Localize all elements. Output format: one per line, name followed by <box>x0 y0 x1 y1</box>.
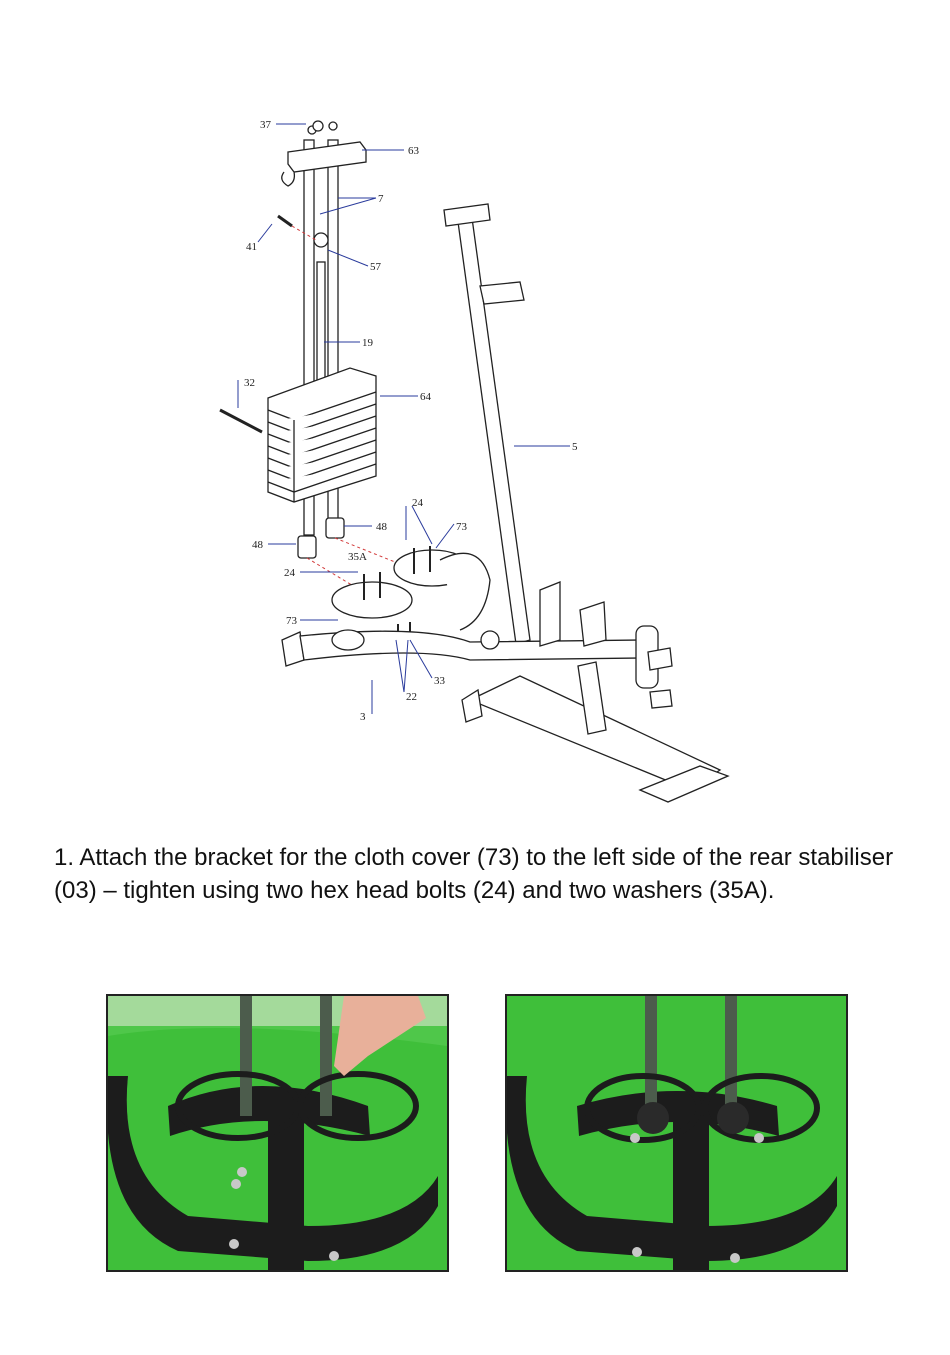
selector-rod <box>317 262 325 382</box>
label-48-left: 48 <box>252 539 263 551</box>
label-41: 41 <box>246 241 257 253</box>
label-7: 7 <box>378 193 384 205</box>
assembly-photo-before <box>106 994 449 1272</box>
front-base <box>462 582 728 802</box>
selector-pin <box>220 410 262 432</box>
label-37: 37 <box>260 119 271 131</box>
label-35A: 35A <box>348 551 367 563</box>
label-48-right: 48 <box>376 521 387 533</box>
label-19: 19 <box>362 337 373 349</box>
label-24-top: 24 <box>412 497 423 509</box>
top-plate <box>282 121 366 186</box>
bumper-left <box>298 536 316 558</box>
weight-stack <box>268 368 376 502</box>
label-24-left: 24 <box>284 567 295 579</box>
label-63: 63 <box>408 145 419 157</box>
label-5: 5 <box>572 441 578 453</box>
assembly-photo-after <box>505 994 848 1272</box>
label-64: 64 <box>420 391 431 403</box>
label-33: 33 <box>434 675 445 687</box>
label-73-top: 73 <box>456 521 467 533</box>
bolt-41 <box>278 216 292 226</box>
label-32: 32 <box>244 377 255 389</box>
label-57: 57 <box>370 261 381 273</box>
label-22: 22 <box>406 691 417 703</box>
label-73-left: 73 <box>286 615 297 627</box>
label-3: 3 <box>360 711 366 723</box>
top-weight <box>314 233 328 247</box>
bumper-right <box>326 518 344 538</box>
step-instruction: 1. Attach the bracket for the cloth cover (73) to the left side of the rear stabiliser (03) – tighten using two hex head bolts (24) and two washers (35A). <box>54 844 894 904</box>
